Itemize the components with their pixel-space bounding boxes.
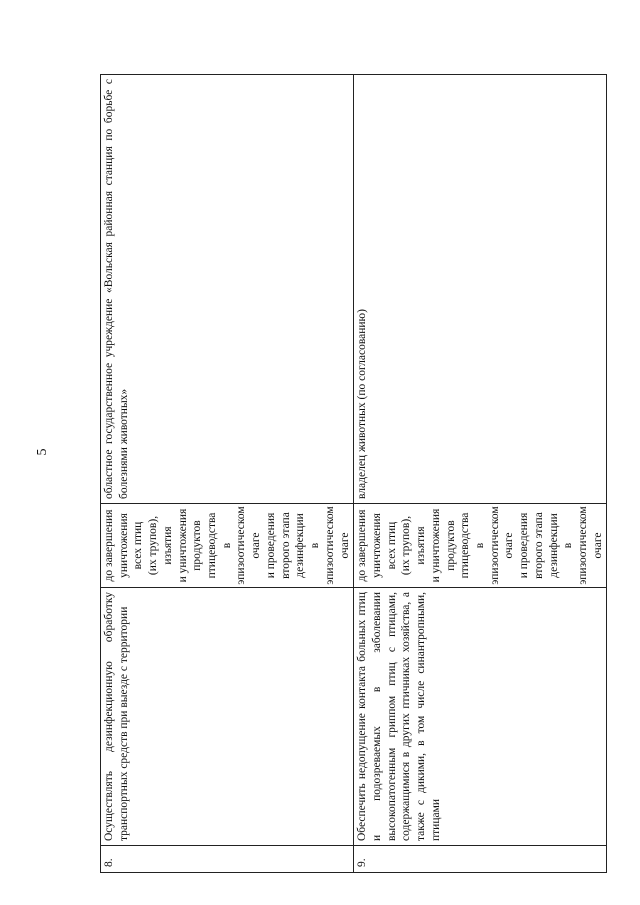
row-number: 9. [354, 846, 607, 873]
deadline-text: до завершения уничтожения всех птиц (их трупов), изъятия и уничтожения продуктов птицеводства в эпизоотическом очаге и проведения второго этапа дезинфекции в эпизоотическом очаге [354, 504, 607, 588]
executor-text: областное государственное учреждение «Вольская районная станция по борьбе с болезнями животных» [101, 75, 354, 504]
measures-table-container [100, 75, 604, 873]
table-row [354, 75, 607, 873]
deadline-text: до завершения уничтожения всех птиц (их трупов), изъятия и уничтожения продуктов птицеводства в эпизоотическом очаге и проведения второго этапа дезинфекции в эпизоотическом очаге [101, 504, 354, 588]
measure-text: Обеспечить недопущение контакта больных птиц и подозреваемых в заболевании высокопатогенным гриппом птиц с птицами, содержащимися в других птичниках хозяйства, а также с дикими, в том числе синантропными, птицами [354, 588, 607, 846]
executor-text: владелец животных (по согласованию) [354, 75, 607, 504]
measure-text: Осуществлять дезинфекционную обработку транспортных средств при выезде с территории [101, 588, 354, 846]
measures-table [100, 74, 607, 873]
row-number: 8. [101, 846, 354, 873]
page-number: 5 [35, 448, 50, 456]
table-row [101, 75, 354, 873]
